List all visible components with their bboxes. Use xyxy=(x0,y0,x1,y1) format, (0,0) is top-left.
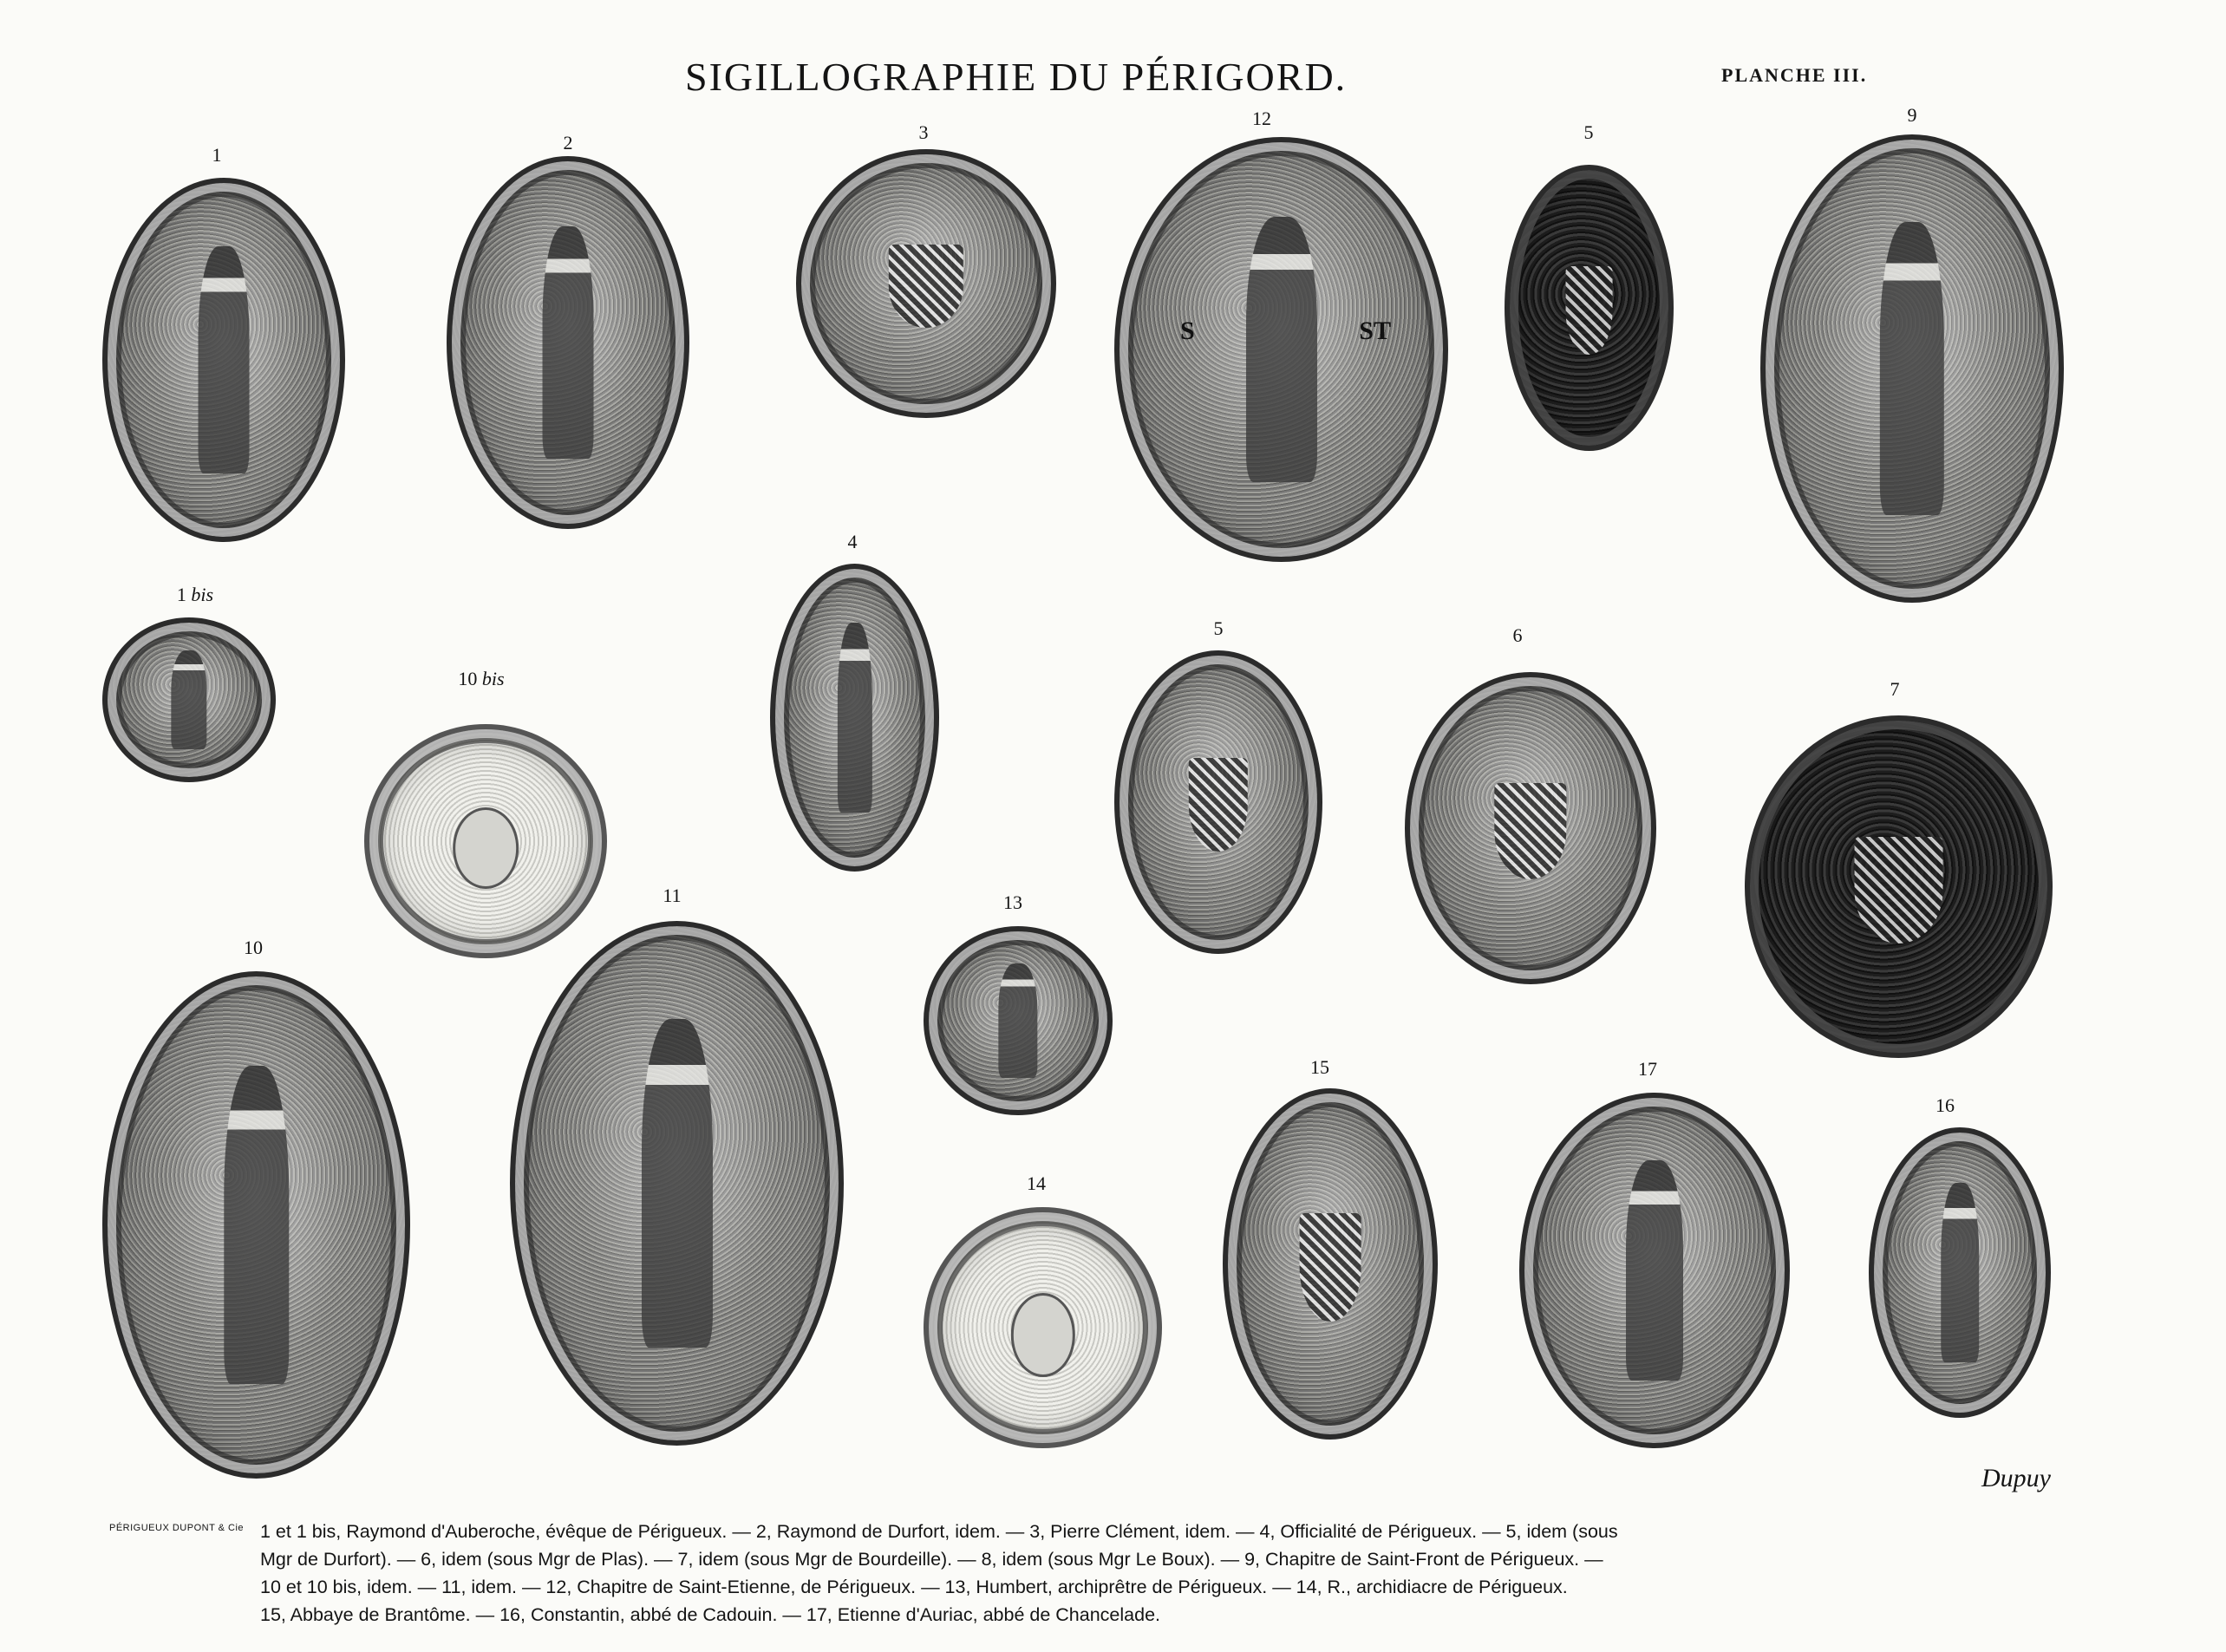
seal-label-11: 11 xyxy=(663,885,682,906)
artist-signature: Dupuy xyxy=(1981,1464,2051,1492)
seal-label-1bis-number: 1 xyxy=(176,584,186,605)
seal-13 xyxy=(924,926,1113,1115)
bishop-figure-icon xyxy=(543,226,594,459)
seal-label-14: 14 xyxy=(1027,1172,1046,1194)
caption-line-4: 15, Abbaye de Brantôme. — 16, Constantin, abbé de Cadouin. — 17, Etienne d'Auriac, abbé de Chancelade. xyxy=(260,1604,1161,1625)
abbot-figure-icon xyxy=(1941,1183,1979,1362)
seal-label-12: 12 xyxy=(1252,108,1271,129)
caption xyxy=(260,1518,1890,1629)
seal-10 xyxy=(102,971,410,1479)
seal-label-3: 3 xyxy=(918,121,929,143)
seal-12 xyxy=(1114,137,1448,562)
coat-of-arms-icon xyxy=(1565,266,1613,355)
seal-2 xyxy=(447,156,689,529)
coat-of-arms-icon xyxy=(1854,837,1943,944)
seal-1bis xyxy=(102,617,276,782)
seal-3 xyxy=(796,149,1056,418)
plate-number: PLANCHE III. xyxy=(1721,64,1868,86)
seal-label-8: 7 xyxy=(1890,678,1900,700)
seal-1 xyxy=(102,178,345,542)
seal-10bis xyxy=(364,724,607,958)
caption-line-3: 10 et 10 bis, idem. — 11, idem. — 12, Chapitre de Saint-Etienne, de Périgueux. — 13, Humbert, archiprêtre de Périgueux. — 14, R., archidiacre de Périgueux. xyxy=(260,1577,1568,1597)
page-title: SIGILLOGRAPHIE DU PÉRIGORD. xyxy=(685,55,1348,99)
seal-7 xyxy=(1405,672,1656,984)
bishop-figure-icon xyxy=(224,1066,289,1384)
seal-label-4: 4 xyxy=(847,531,858,552)
seal-label-10bis xyxy=(458,668,504,690)
seal-16 xyxy=(1869,1127,2051,1418)
seal-label-10: 10 xyxy=(244,937,263,958)
seal-label-1bis-suffix: bis xyxy=(191,584,214,605)
seal-9 xyxy=(1760,134,2064,603)
seal-8 xyxy=(1745,715,2053,1058)
head-icon xyxy=(453,807,519,889)
seal-label-7: 6 xyxy=(1512,624,1523,646)
seal-4 xyxy=(770,564,939,872)
seal-11 xyxy=(510,921,844,1446)
seal-label-1: 1 xyxy=(212,144,222,166)
caption-line-2: Mgr de Durfort). — 6, idem (sous Mgr de Plas). — 7, idem (sous Mgr de Bourdeille). — 8, idem (sous Mgr Le Boux). — 9, Chapitre de Saint-Front de Périgueux. — xyxy=(260,1549,1603,1570)
seal-label-17: 17 xyxy=(1638,1058,1657,1080)
head-icon xyxy=(1010,1293,1074,1376)
saint-figure-icon xyxy=(1245,217,1316,482)
seal-17 xyxy=(1519,1093,1790,1448)
seal-12-inner-right: ST xyxy=(1359,316,1391,345)
seal-label-15: 15 xyxy=(1310,1056,1329,1078)
bishop-figure-icon xyxy=(1880,222,1944,515)
lamb-figure-icon xyxy=(837,623,871,813)
virgin-and-child-icon xyxy=(1626,1160,1683,1381)
bishop-figure-icon xyxy=(641,1019,712,1348)
coat-of-arms-icon xyxy=(1189,758,1248,852)
seal-label-9: 9 xyxy=(1907,104,1917,126)
seal-5 xyxy=(1114,650,1322,954)
seal-15 xyxy=(1223,1088,1438,1440)
printer-mark: PÉRIGUEUX DUPONT & Cie xyxy=(109,1523,245,1533)
seal-label-10bis-suffix: bis xyxy=(481,668,505,689)
seal-label-13: 13 xyxy=(1003,891,1022,913)
lamb-figure-icon xyxy=(171,650,206,749)
coat-of-arms-icon xyxy=(889,245,963,327)
seal-label-6: 5 xyxy=(1583,121,1594,143)
seal-label-5: 5 xyxy=(1213,617,1224,639)
seal-label-16: 16 xyxy=(1936,1094,1955,1116)
seal-label-1bis xyxy=(177,584,213,606)
caption-line-1: 1 et 1 bis, Raymond d'Auberoche, évêque de Périgueux. — 2, Raymond de Durfort, idem. — 3, Pierre Clément, idem. — 4, Officialité de Périgueux. — 5, idem (sous xyxy=(260,1521,1618,1542)
cross-emblem-icon xyxy=(1300,1213,1361,1322)
seal-label-10bis-number: 10 xyxy=(458,668,478,689)
coat-of-arms-icon xyxy=(1494,783,1566,879)
eagle-icon xyxy=(998,963,1037,1078)
seal-6 xyxy=(1505,165,1674,451)
seal-label-2: 2 xyxy=(563,132,573,153)
bishop-figure-icon xyxy=(199,246,250,473)
seal-12-inner-left: S xyxy=(1180,316,1195,345)
seal-14 xyxy=(924,1207,1162,1448)
